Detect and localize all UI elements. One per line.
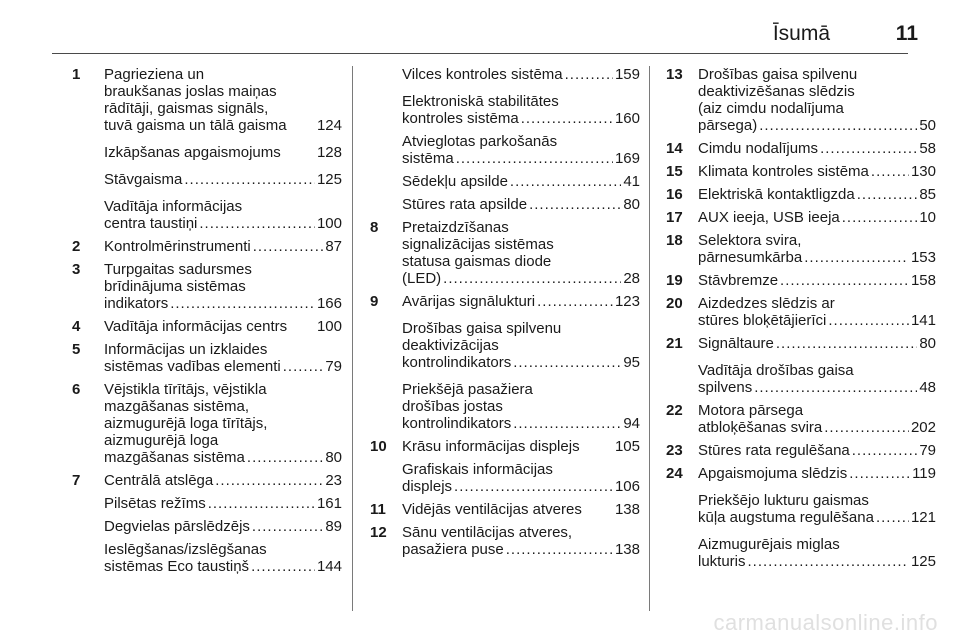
page-ref: 125 [316, 171, 342, 188]
entry-text: Pilsētas režīms [104, 495, 206, 512]
entry-text: tuvā gaisma un tālā gaisma [104, 117, 287, 134]
entry-text: Ieslēgšanas/izslēgšanas [104, 541, 267, 558]
entry-text: mazgāšanas sistēma [104, 449, 245, 466]
index-entry-9 [370, 293, 640, 310]
page-ref: 166 [316, 295, 342, 312]
entry-text: deaktivizēšanas slēdzis [698, 83, 855, 100]
entry-text: Stūres rata apsilde [402, 196, 528, 213]
entry-number: 6 [72, 381, 81, 398]
page-ref: 144 [316, 558, 342, 575]
index-entry-8 [370, 219, 640, 287]
page-ref: 95 [623, 354, 640, 371]
entry-text: sistēma [402, 150, 454, 167]
index-entry-2 [72, 238, 342, 255]
page-ref: 161 [316, 495, 342, 512]
entry-text: Stāvgaisma [104, 171, 183, 188]
index-entry-22 [666, 402, 936, 436]
entry-text: sistēmas vadības elementi [104, 358, 281, 375]
entry-text: (aiz cimdu nodalījuma [698, 100, 844, 117]
entry-text: Signāltaure [698, 335, 774, 352]
entry-text: spilvens [698, 379, 753, 396]
entry-text: Avārijas signālukturi [402, 293, 536, 310]
entry-number: 22 [666, 402, 683, 419]
entry-text: kūļa augstuma regulēšana [698, 509, 874, 526]
entry-text: Selektora svira, [698, 232, 802, 249]
entry-number: 14 [666, 140, 683, 157]
index-entry-7 [72, 472, 342, 489]
entry-text: deaktivizācijas [402, 337, 499, 354]
index-subentry [72, 518, 342, 535]
page-ref: 128 [316, 144, 342, 161]
page-ref: 160 [614, 110, 640, 127]
entry-text: kontrolindikators [402, 354, 512, 371]
entry-number: 4 [72, 318, 81, 335]
entry-text: Aizdedzes slēdzis ar [698, 295, 835, 312]
index-entry-4 [72, 318, 342, 335]
watermark: carmanualsonline.info [713, 610, 938, 635]
entry-text: pasažiera puse [402, 541, 504, 558]
entry-text: brīdinājuma sistēmas [104, 278, 246, 295]
index-entry-12 [370, 524, 640, 558]
page-ref: 159 [614, 66, 640, 83]
index-entry-11 [370, 501, 640, 518]
entry-text: Apgaismojuma slēdzis [698, 465, 848, 482]
entry-number: 13 [666, 66, 683, 83]
index-entry-24 [666, 465, 936, 482]
page-ref: 41 [623, 173, 640, 190]
page-ref: 123 [614, 293, 640, 310]
entry-text: Stūres rata regulēšana [698, 442, 850, 459]
entry-number: 12 [370, 524, 387, 541]
entry-text: aizmugurējā loga tīrītājs, [104, 415, 268, 432]
page-ref: 79 [325, 358, 342, 375]
page-ref: 121 [910, 509, 936, 526]
index-subentry [72, 144, 342, 161]
entry-text: Atvieglotas parkošanās [402, 133, 558, 150]
entry-text: statusa gaismas diode [402, 253, 552, 270]
entry-text: sistēmas Eco taustiņš [104, 558, 250, 575]
index-subentry [666, 492, 936, 526]
index-subentry [72, 171, 342, 188]
index-subentry [370, 133, 640, 167]
entry-number: 2 [72, 238, 81, 255]
page-ref: 141 [910, 312, 936, 329]
index-entry-3 [72, 261, 342, 312]
page-ref: 138 [614, 541, 640, 558]
entry-leader [104, 117, 342, 134]
entry-text: rādītāji, gaismas signāls, [104, 100, 269, 117]
page-ref: 100 [316, 215, 342, 232]
page-ref: 125 [910, 553, 936, 570]
entry-text: Turpgaitas sadursmes [104, 261, 252, 278]
index-subentry [370, 381, 640, 432]
column-2 [370, 66, 640, 564]
entry-text: Drošības gaisa spilvenu [402, 320, 562, 337]
index-subentry [666, 362, 936, 396]
page-ref: 89 [325, 518, 342, 535]
page-ref: 50 [919, 117, 936, 134]
entry-text: Vilces kontroles sistēma [402, 66, 563, 83]
entry-number: 5 [72, 341, 81, 358]
section-title: Īsumā [772, 22, 830, 45]
page-number: 11 [895, 22, 918, 45]
entry-text: Kontrolmērinstrumenti [104, 238, 251, 255]
index-entry-16 [666, 186, 936, 203]
entry-number: 7 [72, 472, 81, 489]
index-entry-14 [666, 140, 936, 157]
entry-text: Pagrieziena un [104, 66, 205, 83]
index-entry-15 [666, 163, 936, 180]
entry-text: Sānu ventilācijas atveres, [402, 524, 573, 541]
page-ref: 85 [919, 186, 936, 203]
entry-text: Vidējās ventilācijas atveres [402, 501, 582, 518]
page-ref: 23 [325, 472, 342, 489]
index-subentry [666, 536, 936, 570]
entry-text: Priekšējā pasažiera [402, 381, 533, 398]
entry-text: Grafiskais informācijas [402, 461, 553, 478]
entry-text: Izkāpšanas apgaismojums [104, 144, 281, 161]
entry-text: pārnesumkārba [698, 249, 803, 266]
page-ref: 169 [614, 150, 640, 167]
index-subentry [72, 541, 342, 575]
entry-text: Elektriskā kontaktligzda [698, 186, 855, 203]
page-ref: 158 [910, 272, 936, 289]
page-ref: 119 [912, 465, 936, 482]
entry-text: Degvielas pārslēdzējs [104, 518, 250, 535]
entry-text: Centrālā atslēga [104, 472, 214, 489]
index-entry-23 [666, 442, 936, 459]
entry-text: stūres bloķētājierīci [698, 312, 827, 329]
entry-text: Vadītāja informācijas [104, 198, 243, 215]
entry-number: 21 [666, 335, 683, 352]
index-subentry [370, 93, 640, 127]
entry-number: 17 [666, 209, 683, 226]
index-entry-10 [370, 438, 640, 455]
index-entry-5 [72, 341, 342, 375]
entry-text: (LED) [402, 270, 442, 287]
entry-text: drošības jostas [402, 398, 503, 415]
entry-text: Vējstikla tīrītājs, vējstikla [104, 381, 267, 398]
entry-text: Priekšējo lukturu gaismas [698, 492, 869, 509]
entry-text: Elektroniskā stabilitātes [402, 93, 559, 110]
index-subentry [370, 66, 640, 83]
page-ref: 80 [623, 196, 640, 213]
index-entry-18 [666, 232, 936, 266]
entry-text: Pretaizdzīšanas [402, 219, 509, 236]
entry-text: displejs [402, 478, 453, 495]
header-divider [52, 53, 908, 54]
entry-text: Klimata kontroles sistēma [698, 163, 869, 180]
column-divider-2 [649, 66, 650, 611]
page-header [42, 22, 918, 50]
entry-text: Informācijas un izklaides [104, 341, 268, 358]
entry-text: lukturis [698, 553, 746, 570]
index-entry-6 [72, 381, 342, 466]
index-subentry [370, 196, 640, 213]
entry-number: 9 [370, 293, 379, 310]
page-ref: 10 [919, 209, 936, 226]
page-ref: 105 [614, 438, 640, 455]
entry-text: Cimdu nodalījums [698, 140, 819, 157]
entry-number: 20 [666, 295, 683, 312]
index-entry-1 [72, 66, 342, 134]
page-ref: 100 [316, 318, 342, 335]
entry-number: 1 [72, 66, 81, 83]
page-ref: 106 [614, 478, 640, 495]
index-entry-21 [666, 335, 936, 352]
entry-number: 18 [666, 232, 683, 249]
entry-text: Sēdekļu apsilde [402, 173, 508, 190]
index-entry-20 [666, 295, 936, 329]
entry-text: Aizmugurējais miglas [698, 536, 840, 553]
entry-text: Stāvbremze [698, 272, 779, 289]
page-ref: 28 [623, 270, 640, 287]
entry-text: centra taustiņi [104, 215, 198, 232]
entry-text: mazgāšanas sistēma, [104, 398, 250, 415]
index-entry-19 [666, 272, 936, 289]
page-ref: 87 [325, 238, 342, 255]
index-subentry [72, 198, 342, 232]
index-subentry [72, 495, 342, 512]
entry-number: 3 [72, 261, 81, 278]
entry-number: 23 [666, 442, 683, 459]
index-entry-13 [666, 66, 936, 134]
entry-text: signalizācijas sistēmas [402, 236, 554, 253]
entry-text: pārsega) [698, 117, 758, 134]
page-ref: 202 [910, 419, 936, 436]
entry-text: Drošības gaisa spilvenu [698, 66, 858, 83]
index-subentry [370, 320, 640, 371]
entry-number: 10 [370, 438, 387, 455]
entry-text: atbloķēšanas svira [698, 419, 823, 436]
entry-number: 19 [666, 272, 683, 289]
entry-number: 15 [666, 163, 683, 180]
page-ref: 80 [325, 449, 342, 466]
entry-text: AUX ieeja, USB ieeja [698, 209, 840, 226]
column-divider-1 [352, 66, 353, 611]
index-subentry [370, 173, 640, 190]
index-entry-17 [666, 209, 936, 226]
column-1 [72, 66, 342, 581]
page-ref: 79 [919, 442, 936, 459]
page-ref: 58 [919, 140, 936, 157]
page-ref: 153 [910, 249, 936, 266]
entry-text: braukšanas joslas maiņas [104, 83, 277, 100]
entry-text: Krāsu informācijas displejs [402, 438, 580, 455]
page-ref: 94 [623, 415, 640, 432]
page-ref: 138 [614, 501, 640, 518]
entry-text: Motora pārsega [698, 402, 804, 419]
index-subentry [370, 461, 640, 495]
entry-text: aizmugurējā loga [104, 432, 219, 449]
entry-text: Vadītāja informācijas centrs [104, 318, 288, 335]
page-ref: 48 [919, 379, 936, 396]
page-ref: 124 [316, 117, 342, 134]
entry-number: 16 [666, 186, 683, 203]
entry-text: kontrolindikators [402, 415, 512, 432]
page-ref: 80 [919, 335, 936, 352]
entry-number: 24 [666, 465, 683, 482]
page-ref: 130 [910, 163, 936, 180]
entry-text: Vadītāja drošības gaisa [698, 362, 854, 379]
entry-text: indikators [104, 295, 169, 312]
entry-number: 11 [370, 501, 386, 518]
entry-text: kontroles sistēma [402, 110, 519, 127]
entry-number: 8 [370, 219, 379, 236]
column-3 [666, 66, 936, 576]
